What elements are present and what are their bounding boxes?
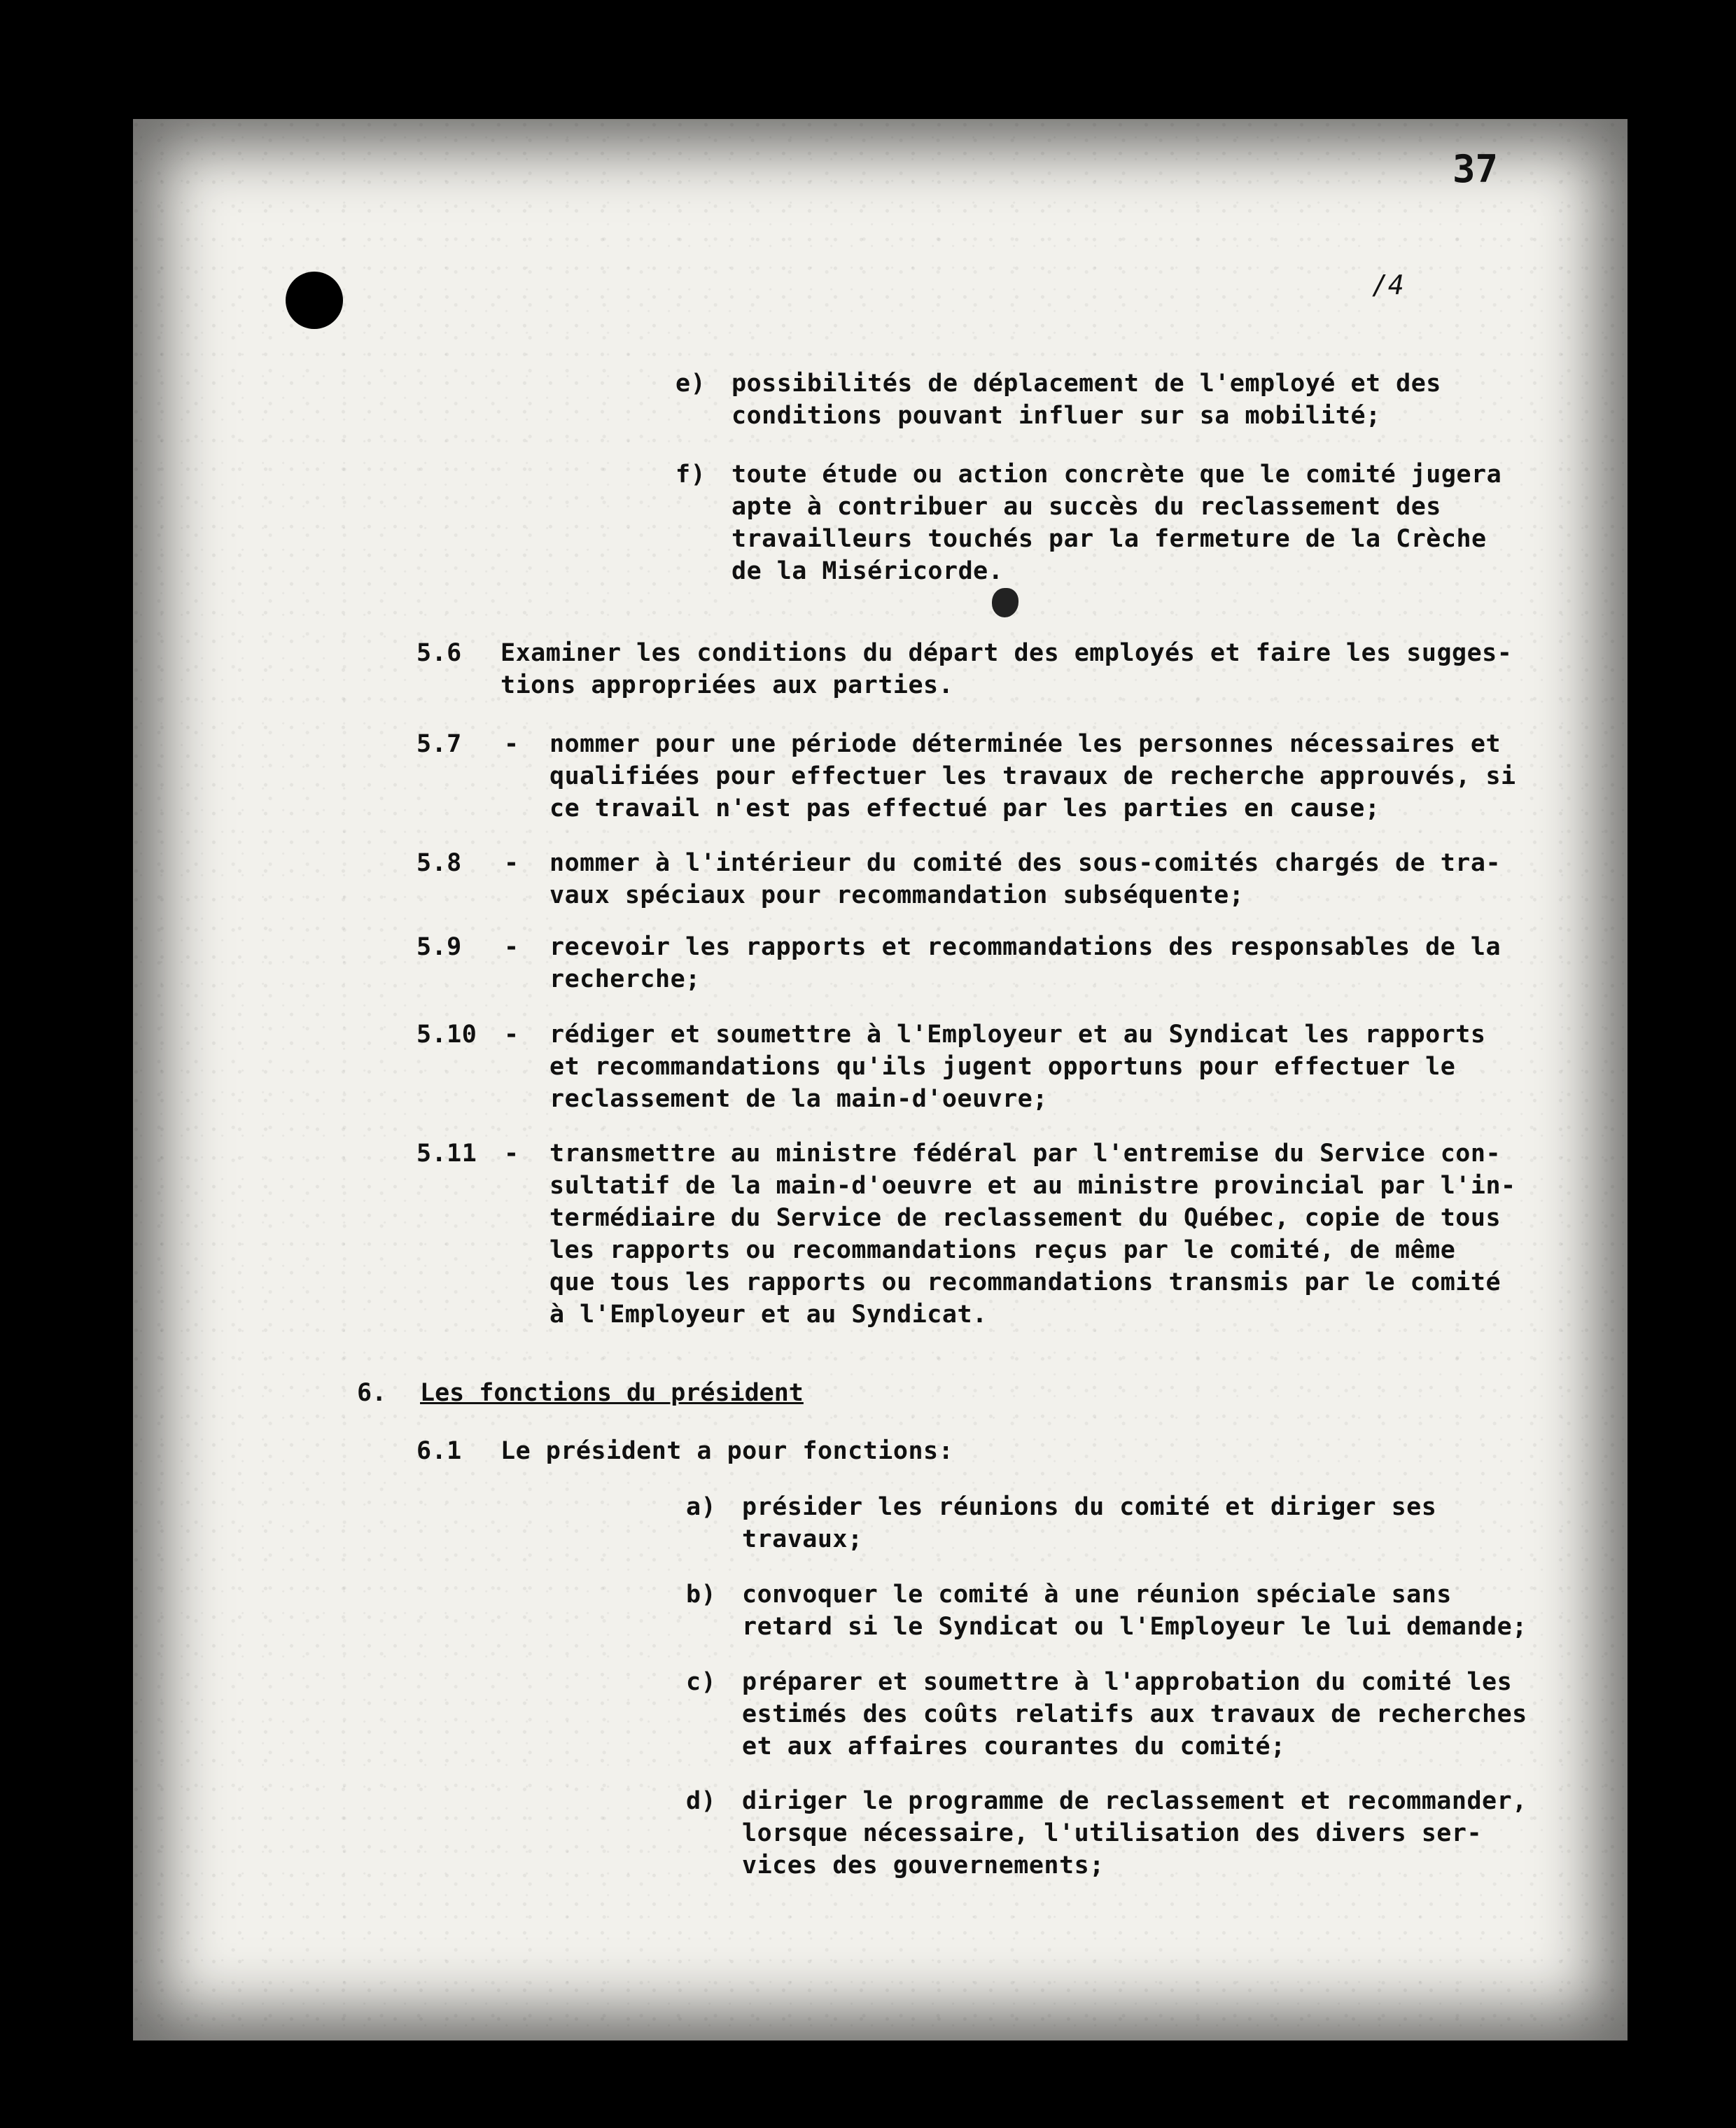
clause-number: 5.10: [416, 1021, 477, 1049]
item-text: possibilités de déplacement de l'employé et des conditions pouvant influer sur sa mobilité;: [732, 370, 1441, 430]
clause-5-9: [416, 931, 1606, 1001]
item-label: c): [686, 1668, 717, 1696]
item-label: e): [676, 370, 706, 398]
item-text: toute étude ou action concrète que le comité jugera apte à contribuer au succès du reclassement des travailleurs touchés par la fermeture de la Crèche de la Miséricorde.: [732, 461, 1502, 585]
clause-5-10: [416, 1018, 1606, 1120]
clause-number: 5.8: [416, 849, 462, 877]
clause-dash: -: [504, 1021, 519, 1049]
item-label: d): [686, 1787, 717, 1815]
clause-5-6: [416, 637, 1606, 707]
clause-number: 5.11: [416, 1140, 477, 1168]
clause-dash: -: [504, 730, 519, 758]
clause-dash: -: [504, 933, 519, 961]
clause-text: nommer pour une période déterminée les personnes nécessaires et qualifiées pour effectuer les travaux de recherche approuvés, si ce travail n'est pas effectué par les parties en cause;: [550, 730, 1516, 822]
section-heading: Les fonctions du président: [420, 1379, 804, 1407]
handwritten-mark: /4: [1372, 270, 1404, 300]
clause-text: Examiner les conditions du départ des employés et faire les sugges- tions appropriées aux parties.: [500, 639, 1513, 699]
list-item-c: [686, 1666, 1596, 1768]
clause-dash: -: [504, 849, 519, 877]
page-number: 37: [1452, 147, 1499, 191]
item-text: préparer et soumettre à l'approbation du comité les estimés des coûts relatifs aux travaux de recherches et aux affaires courantes du comité;: [742, 1668, 1527, 1760]
clause-text: Le président a pour fonctions:: [500, 1437, 954, 1465]
item-text: présider les réunions du comité et diriger ses travaux;: [742, 1493, 1437, 1553]
item-label: b): [686, 1581, 717, 1609]
punch-hole: [286, 272, 343, 329]
clause-text: rédiger et soumettre à l'Employeur et au Syndicat les rapports et recommandations qu'ils jugent opportuns pour effectuer le reclassement de la main-d'oeuvre;: [550, 1021, 1486, 1113]
item-text: diriger le programme de reclassement et recommander, lorsque nécessaire, l'utilisation des divers ser- vices des gouvernements;: [742, 1787, 1527, 1879]
clause-text: transmettre au ministre fédéral par l'entremise du Service con- sultatif de la main-d'oeuvre et au ministre provincial par l'in- termédiaire du Service de reclassement du Québec, copie de tous les rapports ou recommandations reçus par le comité, de même que tous les rapports ou recommandations transmis par le comité à l'Employeur et au Syndicat.: [550, 1140, 1516, 1329]
clause-number: 5.6: [416, 639, 462, 667]
list-item-a: [686, 1491, 1596, 1561]
item-label: a): [686, 1493, 717, 1521]
clause-5-11: [416, 1138, 1606, 1340]
clause-text: nommer à l'intérieur du comité des sous-comités chargés de tra- vaux spéciaux pour recommandation subséquente;: [550, 849, 1502, 909]
list-item-e: [676, 368, 1586, 438]
clause-text: recevoir les rapports et recommandations des responsables de la recherche;: [550, 933, 1502, 993]
clause-number: 6.1: [416, 1437, 462, 1465]
document-page: [133, 119, 1628, 2040]
item-label: f): [676, 461, 706, 489]
clause-number: 5.7: [416, 730, 462, 758]
clause-number: 5.9: [416, 933, 462, 961]
list-item-b: [686, 1578, 1596, 1648]
item-text: convoquer le comité à une réunion spéciale sans retard si le Syndicat ou l'Employeur le lui demande;: [742, 1581, 1527, 1641]
clause-5-7: [416, 728, 1606, 830]
clause-5-8: [416, 847, 1606, 917]
section-number: 6.: [357, 1379, 387, 1407]
list-item-f: [676, 458, 1586, 592]
clause-dash: -: [504, 1140, 519, 1168]
list-item-d: [686, 1785, 1596, 1886]
ink-blot: [992, 588, 1018, 617]
clause-6-1: [416, 1435, 1606, 1470]
